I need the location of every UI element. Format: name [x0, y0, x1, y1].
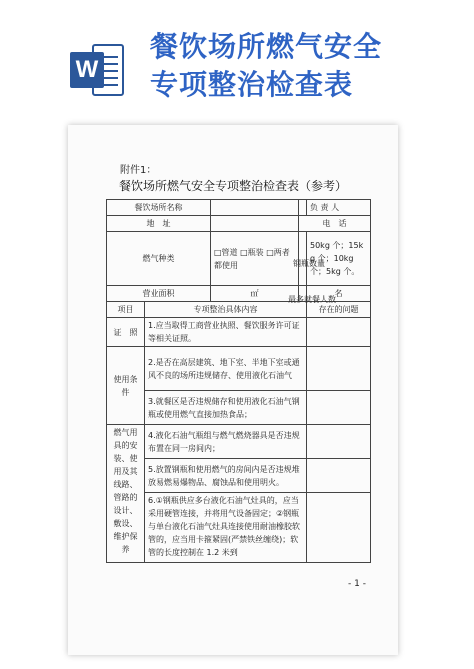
license-label: 证 照 — [107, 318, 145, 347]
gas-type-options: □管道 □瓶装 □两者都使用 — [211, 232, 299, 286]
equipment-issue-4 — [307, 425, 371, 459]
equipment-item-5: 5.放置钢瓶和使用燃气的房间内是否违规堆放易燃易爆物品、腐蚀品和使用明火。 — [145, 459, 307, 493]
header-banner — [0, 0, 474, 118]
word-logo-letter: W — [70, 52, 104, 88]
table-row — [107, 216, 371, 232]
document-page — [68, 125, 398, 655]
equipment-item-4: 4.液化石油气瓶组与燃气燃烧器具是否违规布置在同一房间内； — [145, 425, 307, 459]
equipment-issue-6 — [307, 493, 371, 563]
license-item-1: 1.应当取得工商营业执照、餐饮服务许可证等相关证照。 — [145, 318, 307, 347]
word-icon — [70, 40, 126, 100]
area-value: ㎡ — [211, 286, 299, 302]
cylinder-qty-value: 50kg 个；15kg 个；10kg 个；5kg 个。 — [307, 232, 371, 286]
usage-item-3: 3.就餐区是否违规储存和使用液化石油气钢瓶或使用燃气直接加热食品； — [145, 391, 307, 425]
phone-label: 电 话 — [299, 216, 371, 232]
page-number: - 1 - — [348, 579, 366, 589]
address-label: 地 址 — [107, 216, 211, 232]
col-header-content: 专项整治具体内容 — [145, 302, 307, 318]
table-row — [107, 318, 371, 347]
equipment-item-6: 6.①钢瓶供应多台液化石油气灶具的，应当采用硬管连接，并将用气设备固定；②钢瓶与单台液化石油气灶具连接使用耐油橡胶软管的，应当用卡箍紧固(严禁铁丝缠绕)；软管的长度控制在 1.2 米到 — [145, 493, 307, 563]
table-row — [107, 391, 371, 425]
venue-name-label: 餐饮场所名称 — [107, 200, 211, 216]
usage-issue-2 — [307, 347, 371, 391]
cylinder-qty-label: 钢瓶数量 — [293, 259, 325, 268]
responsible-label: 负 责 人 — [307, 200, 371, 216]
col-header-issue: 存在的问题 — [307, 302, 371, 318]
max-diners-value: 名 — [307, 286, 371, 302]
equipment-label: 燃气用具的安装、使用及其线路、管路的设计、敷设、维护保养 — [107, 425, 145, 563]
table-row — [107, 232, 371, 286]
license-issue — [307, 318, 371, 347]
inspection-table — [106, 199, 371, 563]
table-row — [107, 425, 371, 459]
address-value — [211, 216, 299, 232]
table-row — [107, 200, 371, 216]
max-diners-label: 最多就餐人数 — [288, 295, 336, 304]
table-row — [107, 459, 371, 493]
table-row — [107, 347, 371, 391]
usage-label: 使用条件 — [107, 347, 145, 425]
banner-title-line1: 餐饮场所燃气安全 — [150, 30, 383, 63]
banner-title-line2: 专项整治检查表 — [150, 68, 354, 101]
usage-issue-3 — [307, 391, 371, 425]
area-label: 营业面积 — [107, 286, 211, 302]
document-title: 餐饮场所燃气安全专项整治检查表（参考） — [118, 179, 347, 193]
usage-item-2: 2.是否在高层建筑、地下室、半地下室或通风不良的场所违规储存、使用液化石油气 — [145, 347, 307, 391]
table-row — [107, 493, 371, 563]
venue-name-value — [211, 200, 299, 216]
equipment-issue-5 — [307, 459, 371, 493]
attachment-label: 附件1： — [120, 165, 157, 176]
gas-type-label: 燃气种类 — [107, 232, 211, 286]
col-header-item: 项目 — [107, 302, 145, 318]
banner-title — [150, 28, 450, 104]
